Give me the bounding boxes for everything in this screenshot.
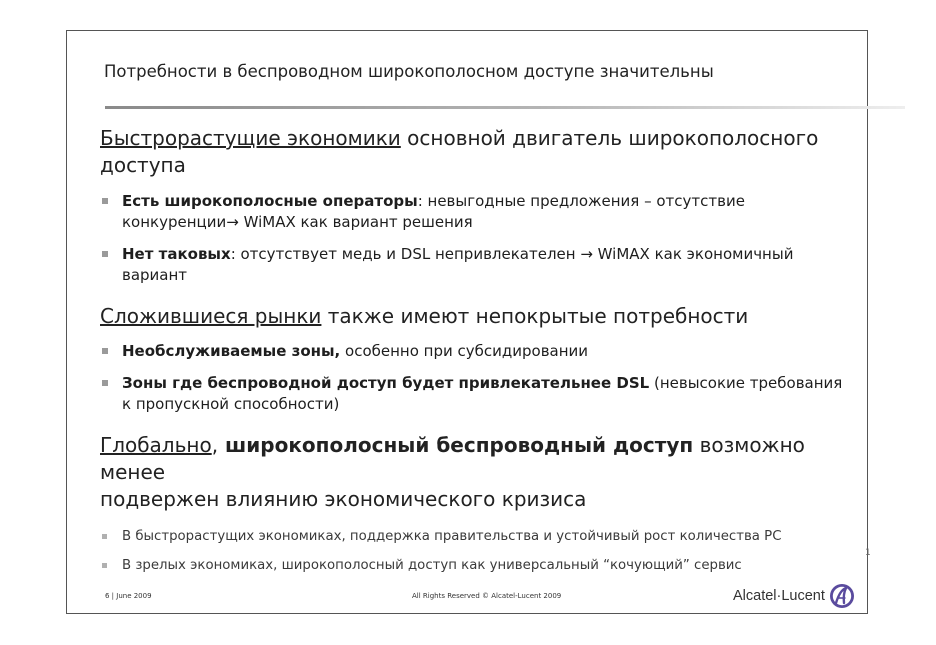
list-item — [100, 555, 870, 576]
section-heading-mature-markets — [100, 303, 870, 330]
bullet-text: : отсутствует медь и DSL непривлекателен → WiMAX как экономичный — [230, 245, 794, 263]
heading-emphasis: широкополосный беспроводный доступ — [218, 433, 694, 457]
bullet-square-icon — [102, 380, 108, 386]
bullet-bold: Есть широкополосные операторы — [122, 192, 418, 210]
bullet-text-cont: к пропускной способности) — [122, 395, 340, 413]
bullet-text-cont: конкуренции→ WiMAX как вариант решения — [122, 213, 473, 231]
alcatel-lucent-logo-icon — [829, 583, 855, 609]
footer-rights: All Rights Reserved © Alcatel-Lucent 2009 — [412, 592, 562, 600]
section-heading-global — [100, 432, 870, 513]
list-item — [100, 373, 870, 415]
heading-text-cont: подвержен влиянию экономического кризиса — [100, 487, 587, 511]
title-divider — [105, 106, 905, 109]
bullet-text: В быстрорастущих экономиках, поддержка правительства и устойчивый рост количества PC — [122, 529, 782, 544]
slide-content — [100, 125, 870, 576]
heading-text: также имеют непокрытые потребности — [321, 304, 749, 328]
bullet-list-fast-growing — [100, 191, 870, 286]
bullet-text: : невыгодные предложения – отсутствие — [417, 192, 745, 210]
heading-text: основной двигатель широкополосного — [400, 126, 819, 150]
bullet-text: В зрелых экономиках, широкополосный доступ как универсальный “кочующий” сервис — [122, 558, 742, 573]
list-item — [100, 341, 870, 362]
bullet-list-mature-markets — [100, 341, 870, 415]
list-item — [100, 526, 870, 547]
bullet-text-cont: вариант — [122, 266, 188, 284]
bullet-square-icon — [102, 251, 108, 257]
heading-text: возможно менее — [100, 433, 805, 484]
heading-keyword: Глобально — [100, 433, 212, 457]
bullet-square-icon — [102, 198, 108, 204]
bullet-text: особенно при субсидировании — [340, 342, 589, 360]
bullet-bold: Нет таковых — [122, 245, 231, 263]
bullet-bold: Необслуживаемые зоны, — [122, 342, 341, 360]
side-mark: 1 — [865, 548, 871, 558]
heading-keyword: Быстрорастущие экономики — [100, 126, 401, 150]
heading-text-cont: доступа — [100, 153, 186, 177]
bullet-square-icon — [102, 563, 107, 568]
footer-page-info: 6 | June 2009 — [105, 592, 152, 600]
heading-keyword: Сложившиеся рынки — [100, 304, 322, 328]
bullet-square-icon — [102, 534, 107, 539]
heading-comma: , — [211, 433, 219, 457]
bullet-list-global — [100, 526, 870, 576]
list-item — [100, 244, 870, 286]
slide — [66, 30, 868, 614]
brand-logo — [733, 583, 855, 609]
bullet-bold: Зоны где беспроводной доступ будет привлекательнее DSL — [122, 374, 650, 392]
section-heading-fast-growing — [100, 125, 870, 179]
brand-name: Alcatel·Lucent — [733, 588, 825, 604]
list-item — [100, 191, 870, 233]
slide-title: Потребности в беспроводном широкополосном доступе значительны — [104, 62, 714, 81]
bullet-square-icon — [102, 348, 108, 354]
bullet-text: (невысокие требования — [649, 374, 843, 392]
